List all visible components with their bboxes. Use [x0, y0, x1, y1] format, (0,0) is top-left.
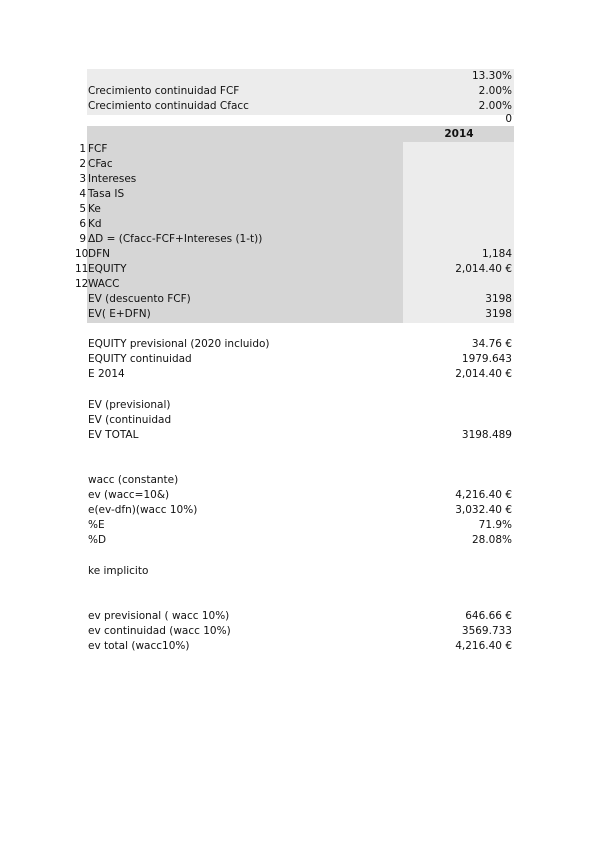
row-label: ev previsional ( wacc 10%): [88, 610, 230, 622]
row-number: 10: [75, 248, 89, 260]
row-label: ΔD = (Cfacc-FCF+Intereses (1-t)): [88, 233, 263, 245]
row-label: DFN: [88, 248, 110, 260]
row-label: %E: [88, 519, 105, 531]
row-label: EQUITY previsional (2020 incluido): [88, 338, 270, 350]
row-number: 3: [79, 173, 86, 185]
row-value: 28.08%: [471, 534, 512, 546]
table-row: [75, 142, 515, 157]
table-row: [75, 172, 515, 187]
row-label: EQUITY continuidad: [88, 353, 192, 365]
ev-row: [75, 413, 515, 428]
row-number: 11: [75, 263, 89, 275]
row-label: EV (previsional): [88, 399, 171, 411]
equity-row: [75, 337, 515, 352]
row-number: 6: [79, 218, 86, 230]
year-header: 2014: [444, 128, 474, 140]
row-value: 2.00%: [478, 100, 512, 112]
table-row: [75, 202, 515, 217]
table-row: [75, 217, 515, 232]
row-label: EV TOTAL: [88, 429, 139, 441]
row-label: ev continuidad (wacc 10%): [88, 625, 231, 637]
row-label: WACC: [88, 278, 120, 290]
row-label: Crecimiento continuidad Cfacc: [88, 100, 249, 112]
row-label: E 2014: [88, 368, 125, 380]
table-row: [75, 187, 515, 202]
table-row: [75, 277, 515, 292]
zero-row: [75, 112, 515, 127]
wacc-row: [75, 488, 515, 503]
row-label: Intereses: [88, 173, 137, 185]
row-value: 646.66 €: [465, 610, 512, 622]
row-value: 1979.643: [461, 353, 512, 365]
row-value: 1,184: [481, 248, 512, 260]
row-label: Crecimiento continuidad FCF: [88, 85, 240, 97]
final-row: [75, 624, 515, 639]
row-value: 2,014.40 €: [455, 368, 512, 380]
row-value: 4,216.40 €: [455, 489, 512, 501]
wacc-row: [75, 518, 515, 533]
table-row: [75, 262, 515, 277]
top-rate-row: [75, 69, 515, 84]
row-label: ev (wacc=10&): [88, 489, 170, 501]
row-label: CFac: [88, 158, 113, 170]
ev-row: [75, 428, 515, 443]
ke-row: [75, 564, 515, 579]
row-label: EV (continuidad: [88, 414, 172, 426]
wacc-row: [75, 503, 515, 518]
row-number: 4: [79, 188, 86, 200]
row-value: 3198: [485, 308, 512, 320]
final-row: [75, 639, 515, 654]
row-label: EV( E+DFN): [88, 308, 151, 320]
row-number: 5: [79, 203, 86, 215]
equity-row: [75, 367, 515, 382]
wacc-row: [75, 533, 515, 548]
row-label: Ke: [88, 203, 101, 215]
row-number: 9: [79, 233, 86, 245]
row-label: wacc (constante): [88, 474, 179, 486]
row-value: 2.00%: [478, 85, 512, 97]
table-row: [75, 307, 515, 322]
ev-row: [75, 398, 515, 413]
row-label: Kd: [88, 218, 102, 230]
row-value: 4,216.40 €: [455, 640, 512, 652]
table-row: [75, 292, 515, 307]
row-value: 71.9%: [478, 519, 512, 531]
equity-row: [75, 352, 515, 367]
row-label: %D: [88, 534, 107, 546]
row-number: 1: [79, 143, 86, 155]
zero-value: 0: [505, 113, 512, 125]
row-label: Tasa IS: [88, 188, 125, 200]
row-number: 2: [79, 158, 86, 170]
row-label: EV (descuento FCF): [88, 293, 191, 305]
row-value: 3569.733: [461, 625, 512, 637]
final-row: [75, 609, 515, 624]
top-rate-value: 13.30%: [471, 70, 512, 82]
ke-label: ke implicito: [88, 565, 149, 577]
table-row: [75, 157, 515, 172]
wacc-row: [75, 473, 515, 488]
row-label: ev total (wacc10%): [88, 640, 190, 652]
row-value: 34.76 €: [471, 338, 512, 350]
row-number: 12: [75, 278, 89, 290]
row-label: EQUITY: [88, 263, 127, 275]
table-row: [75, 247, 515, 262]
row-label: FCF: [88, 143, 108, 155]
row-value: 3198: [485, 293, 512, 305]
row-value: 3198.489: [461, 429, 512, 441]
row-value: 2,014.40 €: [455, 263, 512, 275]
row-label: e(ev-dfn)(wacc 10%): [88, 504, 198, 516]
row-value: 3,032.40 €: [455, 504, 512, 516]
top-row: [75, 84, 515, 99]
table-row: [75, 232, 515, 247]
